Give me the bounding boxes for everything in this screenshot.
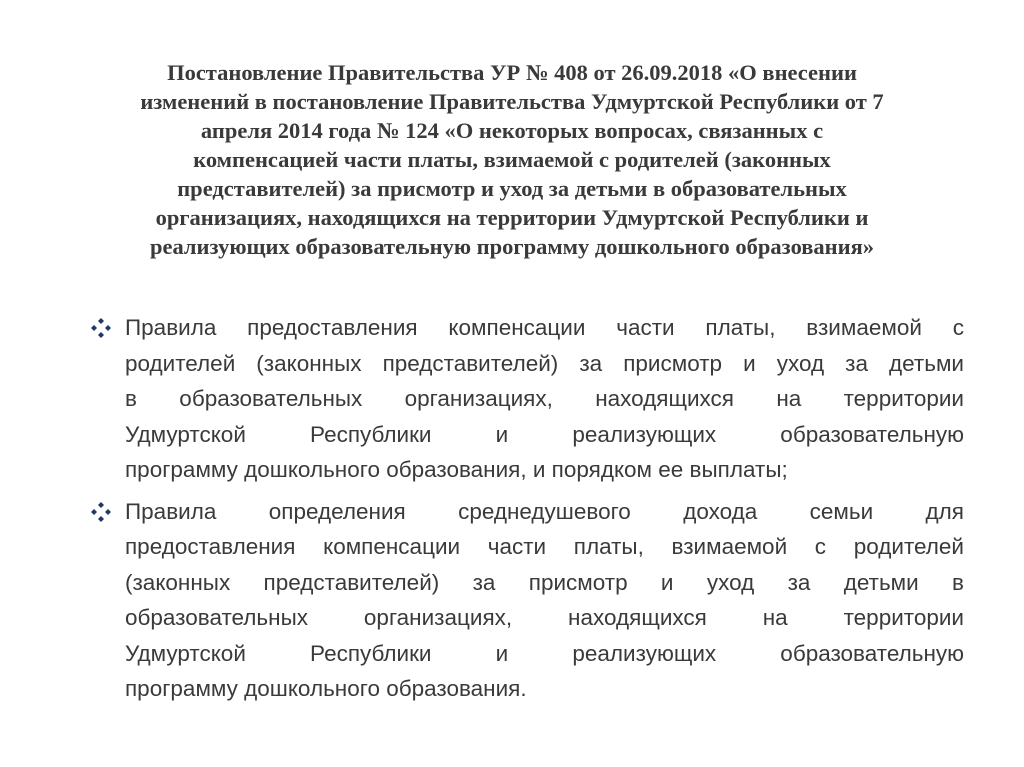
bullet-line: Удмуртской Республики и реализующих образовательную	[125, 421, 964, 447]
title-line: организациях, находящихся на территории Удмуртской Республики и	[155, 205, 869, 230]
diamond-bullet-icon	[90, 501, 112, 523]
bullet-line: образовательных организациях, находящихся на территории	[125, 605, 964, 630]
bullet-line: Правила определения среднедушевого дохода семьи для	[125, 498, 964, 524]
bullet-item	[90, 494, 964, 707]
bullet-line: (законных представителей) за присмотр и уход за детьми в	[125, 569, 964, 595]
bullet-item	[90, 310, 964, 488]
slide-title	[96, 58, 928, 261]
bullet-line: Правила предоставления компенсации части платы, взимаемой с	[125, 315, 964, 340]
title-line: представителей) за присмотр и уход за детьми в образовательных	[177, 176, 847, 201]
bullet-list	[90, 310, 964, 713]
title-line: апреля 2014 года № 124 «О некоторых вопросах, связанных с	[200, 118, 824, 143]
bullet-line: в образовательных организациях, находящихся на территории	[125, 386, 964, 411]
bullet-line: программу дошкольного образования.	[125, 676, 527, 701]
title-line: компенсацией части платы, взимаемой с родителей (законных	[193, 147, 831, 172]
title-line: реализующих образовательную программу дошкольного образования»	[149, 234, 875, 259]
diamond-bullet-icon	[90, 317, 112, 339]
title-line: изменений в постановление Правительства Удмуртской Республики от 7	[140, 89, 884, 114]
bullet-line: Удмуртской Республики и реализующих образовательную	[125, 640, 964, 666]
bullet-line: предоставления компенсации части платы, взимаемой с родителей	[125, 534, 964, 559]
bullet-line: программу дошкольного образования, и порядком ее выплаты;	[125, 457, 788, 482]
title-line: Постановление Правительства УР № 408 от 26.09.2018 «О внесении	[167, 60, 857, 85]
bullet-line: родителей (законных представителей) за присмотр и уход за детьми	[125, 350, 964, 376]
